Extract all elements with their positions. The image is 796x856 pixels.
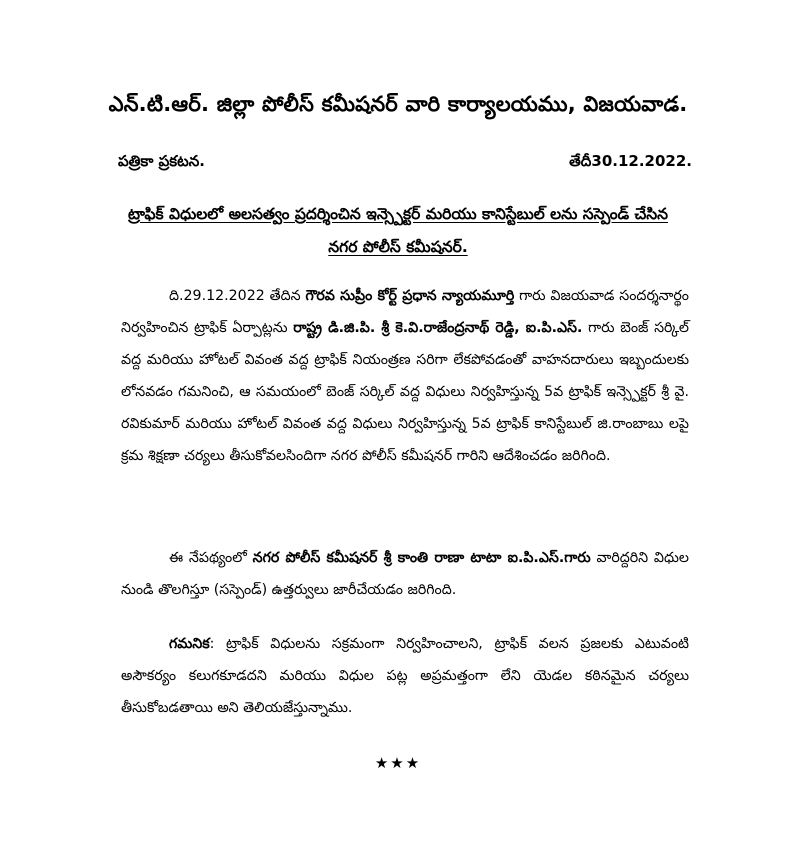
paragraph-1-text-c: గారు బెంజ్ సర్కిల్ వద్ద మరియు హోటల్ వివంత వద్ద ట్రాఫిక్ నియంత్రణ సరిగా లేకపోవడంతో వాహనదారులు ఇబ్బందులకు లోనవడం గమనించి, ఆ సమయంలో బెంజ్ సర్కిల్ వద్ద విధులు నిర్వహిస్తున్న 5వ ట్రాఫిక్ ఇన్స్పెక్టర్ శ్రీ వై. రవికుమార్ మరియు హోటల్ వివంత వద్ద విధులు నిర్వహిస్తున్న 5వ ట్రాఫిక్ కానిస్టేబుల్ జి.రాంబాబు లపై క్రమ శిక్షణా చర్యలు తీసుకోవలసిందిగా నగర పోలీస్ కమీషనర్ గారిని ఆదేశించడం జరిగింది. [121,320,689,464]
paragraph-2 [121,542,689,606]
document-date: తేదీ30.12.2022. [569,152,692,170]
paragraph-1-text-b: గారు విజయవాడ సందర్శనార్థం నిర్వహించిన ట్రాఫిక్ ఏర్పాట్లను [121,288,689,336]
paragraph-1-text-a: ది.29.12.2022 తేదిన [169,288,306,304]
paragraph-note [121,628,689,724]
paragraph-2-text-b: వారిద్దరిని విధుల నుండి తొలగిస్తూ (సస్పెండ్) ఉత్తర్వులు జారీచేయడం జరిగింది. [121,550,689,598]
note-text: : ట్రాఫిక్ విధులను సక్రమంగా నిర్వహించాలని, ట్రాఫిక్ వలన ప్రజలకు ఎటువంటి అసౌకర్యం కలుగకూడదని మరియు విధుల పట్ల అప్రమత్తంగా లేని యెడల కఠినమైన చర్యలు తీసుకోబడతాయి అని తెలియజేస్తున్నాము. [121,636,689,716]
subject-block [100,198,696,264]
chief-justice-mention: గౌరవ సుప్రీం కోర్ట్ ప్రధాన న్యాయమూర్తి [305,288,515,304]
document-heading: ఎన్.టి.ఆర్. జిల్లా పోలీస్ కమీషనర్ వారి కార్యాలయము, విజయవాడ. [108,92,688,116]
commissioner-mention: నగర పోలీస్ కమీషనర్ శ్రీ కాంతి రాణా టాటా ఐ.పి.ఎస్.గారు [252,550,591,566]
note-label: గమనిక [169,636,210,652]
paragraph-1 [121,280,689,472]
dgp-mention: రాష్ట్ర డి.జి.పి. శ్రీ కె.వి.రాజేంద్రనాథ్ రెడ్డి, ఐ.పి.ఎస్. [293,320,583,336]
closing-stars: ★★★ [374,754,422,772]
press-note-label: పత్రికా ప్రకటన. [118,152,205,170]
paragraph-2-text-a: ఈ నేపథ్యంలో [169,550,253,566]
subject-line-1: ట్రాఫిక్ విధులలో అలసత్వం ప్రదర్శించిన ఇన్స్పెక్టర్ మరియు కానిస్టేబుల్ లను సస్పెండ్ చేసిన [127,205,669,223]
subject-line-2: నగర పోలీస్ కమీషనర్. [328,238,468,256]
